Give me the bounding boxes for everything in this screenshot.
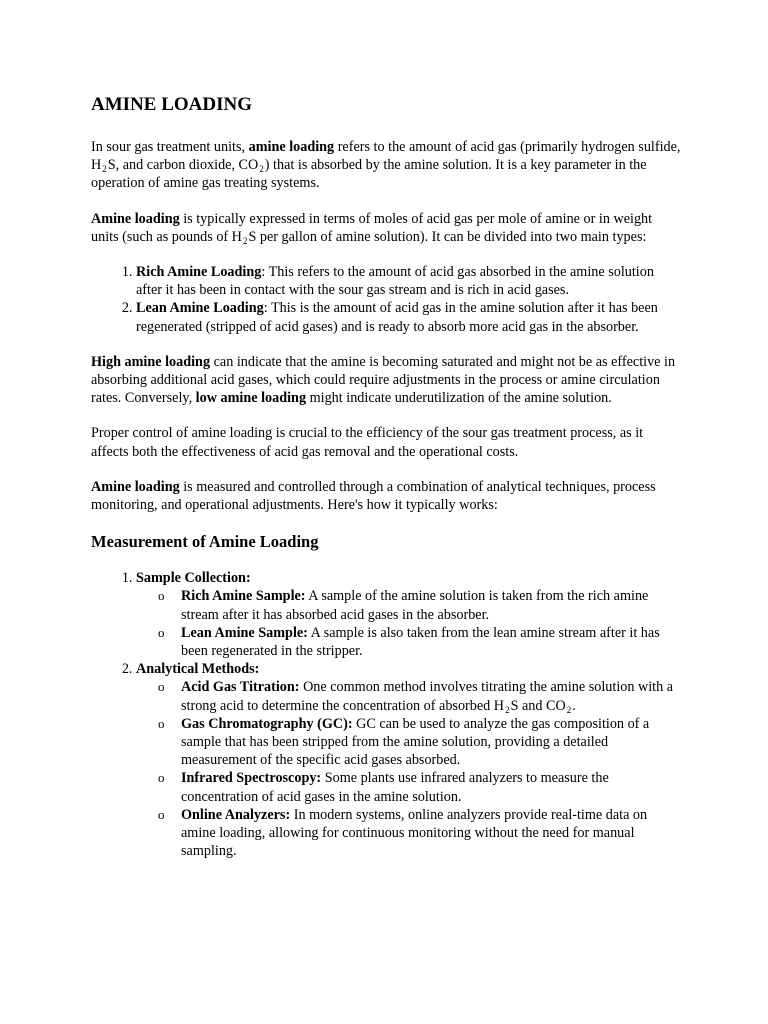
analytical-methods-sublist (136, 678, 681, 860)
measurement-list (91, 569, 681, 860)
list-item: o Infrared Spectroscopy: Some plants use infrared analyzers to measure the concentration of acid gases in the amine solution. (181, 769, 681, 805)
list-item: 1. Sample Collection: o Rich Amine Sample: A sample of the amine solution is taken from the rich amine stream after it has absorbed acid gases in the absorber. o Lean Amine Sample: A sample is also taken from the lean amine stream after it has been regenerated in the stripper. (136, 569, 681, 660)
document-title: AMINE LOADING (91, 94, 252, 115)
high-low-paragraph: High amine loading can indicate that the amine is becoming saturated and might not be as effective in absorbing additional acid gases, which could require adjustments in the process or amine circulation rates. Conversely, low amine loading might indicate underutilization of the amine solution. (91, 353, 676, 407)
control-paragraph: Proper control of amine loading is crucial to the efficiency of the sour gas treatment process, as it affects both the effectiveness of acid gas removal and the operational costs. (91, 425, 644, 460)
list-item: o Online Analyzers: In modern systems, online analyzers provide real-time data on amine loading, allowing for continuous monitoring without the need for manual sampling. (181, 806, 681, 861)
list-item: o Gas Chromatography (GC): GC can be used to analyze the gas composition of a sample that has been stripped from the amine solution, providing a detailed measurement of the specific acid gases absorbed. (181, 715, 681, 770)
list-item: o Rich Amine Sample: A sample of the amine solution is taken from the rich amine stream after it has absorbed acid gases in the absorber. (181, 587, 681, 623)
list-item: 1. Rich Amine Loading: This refers to the amount of acid gas absorbed in the amine solution after it has been in contact with the sour gas stream and is rich in acid gases. (136, 263, 681, 299)
list-item: o Lean Amine Sample: A sample is also taken from the lean amine stream after it has been regenerated in the stripper. (181, 624, 681, 660)
loading-types-list (91, 263, 681, 336)
section-heading: Measurement of Amine Loading (91, 532, 319, 552)
sample-collection-sublist (136, 587, 681, 660)
measured-paragraph: Amine loading is measured and controlled through a combination of analytical techniques, process monitoring, and operational adjustments. Here's how it typically works: (91, 478, 656, 514)
list-item: 2. Lean Amine Loading: This is the amount of acid gas in the amine solution after it has been regenerated (stripped of acid gases) and is ready to absorb more acid gas in the absorber. (136, 299, 681, 335)
document-page (91, 92, 681, 878)
intro-paragraph: In sour gas treatment units, amine loading refers to the amount of acid gas (primarily hydrogen sulfide, $H_2S$, and carbon dioxide, $CO_2$) that is absorbed by the amine solution. It is a key parameter in the operation of amine gas treating systems. (91, 139, 681, 192)
expressed-paragraph: Amine loading is typically expressed in terms of moles of acid gas per mole of amine or in weight units (such as pounds of $H_2S$ per gallon of amine solution). It can be divided into two main types: (91, 210, 653, 246)
list-item: 2. Analytical Methods: o Acid Gas Titration: One common method involves titrating the amine solution with a strong acid to determine the concentration of absorbed $H_2S$ and $CO_2$. o Gas Chromatography (GC): GC can be used to analyze the gas composition of a sample that has been stripped from the amine solution, providing a detailed measurement of the specific acid gases absorbed. o Infrared Spectroscopy: Some plants use infrared analyzers to measure the concentration of acid gases in the amine solution. o Online Analyzers: In modern systems, online analyzers provide real-time data on amine loading, allowing for continuous monitoring without the need for manual sampling. (136, 660, 681, 860)
list-item: o Acid Gas Titration: One common method involves titrating the amine solution with a strong acid to determine the concentration of absorbed $H_2S$ and $CO_2$. (181, 678, 681, 714)
